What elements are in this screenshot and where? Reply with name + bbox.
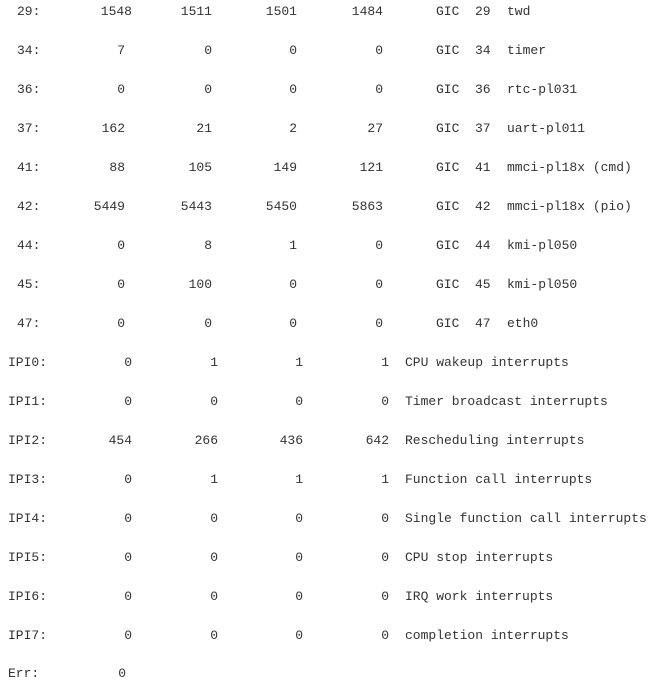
- irq-chip: GIC: [436, 121, 460, 136]
- cpu0-count: 0: [117, 82, 125, 97]
- cpu1-count: 0: [210, 550, 218, 565]
- hw-irq: 34: [475, 43, 491, 58]
- cpu3-count: 0: [381, 511, 389, 526]
- err-label: Err:: [8, 666, 40, 681]
- irq-name: mmci-pl18x (pio): [507, 199, 632, 214]
- cpu0-count: 0: [117, 316, 125, 331]
- cpu2-count: 1: [289, 238, 297, 253]
- hw-irq: 45: [475, 277, 491, 292]
- cpu3-count: 0: [375, 277, 383, 292]
- cpu1-count: 1511: [180, 4, 212, 19]
- cpu1-count: 0: [204, 316, 212, 331]
- ipi-id: IPI0:: [8, 355, 48, 370]
- cpu0-count: 0: [124, 394, 132, 409]
- cpu3-count: 0: [375, 43, 383, 58]
- irq-chip: GIC: [436, 82, 460, 97]
- cpu0-count: 7: [117, 43, 125, 58]
- cpu3-count: 0: [381, 550, 389, 565]
- irq-number: 42:: [17, 199, 41, 214]
- cpu3-count: 0: [381, 394, 389, 409]
- cpu2-count: 1: [295, 472, 303, 487]
- ipi-description: Single function call interrupts: [405, 511, 647, 526]
- table-row: [0, 470, 657, 490]
- irq-chip: GIC: [436, 316, 460, 331]
- hw-irq: 29: [475, 4, 491, 19]
- cpu2-count: 0: [295, 550, 303, 565]
- irq-number: 29:: [17, 4, 41, 19]
- table-row: [0, 509, 657, 529]
- cpu0-count: 0: [124, 472, 132, 487]
- irq-name: kmi-pl050: [507, 277, 578, 292]
- err-count: 0: [118, 666, 126, 681]
- cpu2-count: 0: [295, 394, 303, 409]
- cpu0-count: 5449: [93, 199, 125, 214]
- irq-chip: GIC: [436, 43, 460, 58]
- cpu1-count: 0: [210, 589, 218, 604]
- cpu1-count: 0: [204, 82, 212, 97]
- cpu1-count: 0: [204, 43, 212, 58]
- cpu0-count: 0: [124, 355, 132, 370]
- cpu3-count: 121: [359, 160, 383, 175]
- irq-name: uart-pl011: [507, 121, 586, 136]
- cpu0-count: 88: [109, 160, 125, 175]
- cpu2-count: 5450: [265, 199, 297, 214]
- table-row: [0, 197, 657, 217]
- cpu2-count: 1: [295, 355, 303, 370]
- cpu1-count: 21: [196, 121, 212, 136]
- hw-irq: 47: [475, 316, 491, 331]
- table-row: [0, 314, 657, 334]
- cpu2-count: 1501: [265, 4, 297, 19]
- cpu3-count: 1484: [351, 4, 383, 19]
- cpu2-count: 0: [295, 589, 303, 604]
- irq-number: 34:: [17, 43, 41, 58]
- table-row: [0, 392, 657, 412]
- cpu1-count: 100: [188, 277, 212, 292]
- cpu0-count: 0: [117, 277, 125, 292]
- irq-chip: GIC: [436, 199, 460, 214]
- irq-number: 47:: [17, 316, 41, 331]
- cpu3-count: 1: [381, 472, 389, 487]
- cpu2-count: 0: [295, 628, 303, 643]
- ipi-description: Rescheduling interrupts: [405, 433, 585, 448]
- irq-chip: GIC: [436, 277, 460, 292]
- irq-number: 36:: [17, 82, 41, 97]
- table-row: [0, 587, 657, 607]
- cpu1-count: 1: [210, 472, 218, 487]
- ipi-id: IPI4:: [8, 511, 48, 526]
- ipi-description: CPU wakeup interrupts: [405, 355, 569, 370]
- cpu3-count: 27: [367, 121, 383, 136]
- cpu2-count: 0: [289, 82, 297, 97]
- ipi-id: IPI7:: [8, 628, 48, 643]
- cpu3-count: 0: [375, 238, 383, 253]
- table-row: [0, 41, 657, 61]
- irq-chip: GIC: [436, 4, 460, 19]
- cpu2-count: 436: [279, 433, 303, 448]
- table-row: [0, 548, 657, 568]
- cpu2-count: 0: [289, 277, 297, 292]
- table-row: [0, 275, 657, 295]
- err-row: [0, 664, 657, 684]
- table-row: [0, 2, 657, 22]
- table-row: [0, 626, 657, 646]
- ipi-description: Timer broadcast interrupts: [405, 394, 608, 409]
- cpu0-count: 162: [101, 121, 125, 136]
- hw-irq: 42: [475, 199, 491, 214]
- ipi-description: IRQ work interrupts: [405, 589, 554, 604]
- cpu3-count: 0: [381, 628, 389, 643]
- irq-name: twd: [507, 4, 531, 19]
- table-row: [0, 80, 657, 100]
- cpu0-count: 0: [124, 628, 132, 643]
- ipi-id: IPI1:: [8, 394, 48, 409]
- table-row: [0, 431, 657, 451]
- cpu1-count: 266: [194, 433, 218, 448]
- table-row: [0, 119, 657, 139]
- irq-name: timer: [507, 43, 547, 58]
- cpu3-count: 0: [375, 82, 383, 97]
- irq-number: 37:: [17, 121, 41, 136]
- cpu1-count: 5443: [180, 199, 212, 214]
- table-row: [0, 158, 657, 178]
- cpu1-count: 0: [210, 511, 218, 526]
- ipi-id: IPI3:: [8, 472, 48, 487]
- cpu1-count: 0: [210, 394, 218, 409]
- irq-number: 45:: [17, 277, 41, 292]
- irq-name: eth0: [507, 316, 539, 331]
- ipi-id: IPI6:: [8, 589, 48, 604]
- hw-irq: 44: [475, 238, 491, 253]
- cpu0-count: 0: [117, 238, 125, 253]
- ipi-id: IPI5:: [8, 550, 48, 565]
- irq-name: rtc-pl031: [507, 82, 578, 97]
- irq-number: 41:: [17, 160, 41, 175]
- cpu2-count: 0: [289, 316, 297, 331]
- cpu0-count: 0: [124, 589, 132, 604]
- cpu2-count: 0: [289, 43, 297, 58]
- cpu1-count: 0: [210, 628, 218, 643]
- table-row: [0, 236, 657, 256]
- cpu1-count: 1: [210, 355, 218, 370]
- table-row: [0, 353, 657, 373]
- irq-number: 44:: [17, 238, 41, 253]
- cpu2-count: 149: [273, 160, 297, 175]
- cpu3-count: 1: [381, 355, 389, 370]
- cpu2-count: 0: [295, 511, 303, 526]
- hw-irq: 41: [475, 160, 491, 175]
- cpu3-count: 0: [375, 316, 383, 331]
- irq-name: mmci-pl18x (cmd): [507, 160, 632, 175]
- irq-chip: GIC: [436, 160, 460, 175]
- cpu2-count: 2: [289, 121, 297, 136]
- cpu0-count: 0: [124, 550, 132, 565]
- ipi-id: IPI2:: [8, 433, 48, 448]
- irq-chip: GIC: [436, 238, 460, 253]
- cpu0-count: 0: [124, 511, 132, 526]
- cpu1-count: 105: [188, 160, 212, 175]
- ipi-description: CPU stop interrupts: [405, 550, 554, 565]
- cpu0-count: 454: [108, 433, 132, 448]
- cpu3-count: 5863: [351, 199, 383, 214]
- cpu0-count: 1548: [100, 4, 132, 19]
- ipi-description: Function call interrupts: [405, 472, 593, 487]
- cpu3-count: 0: [381, 589, 389, 604]
- hw-irq: 36: [475, 82, 491, 97]
- cpu1-count: 8: [204, 238, 212, 253]
- hw-irq: 37: [475, 121, 491, 136]
- cpu3-count: 642: [365, 433, 389, 448]
- irq-name: kmi-pl050: [507, 238, 578, 253]
- ipi-description: completion interrupts: [405, 628, 569, 643]
